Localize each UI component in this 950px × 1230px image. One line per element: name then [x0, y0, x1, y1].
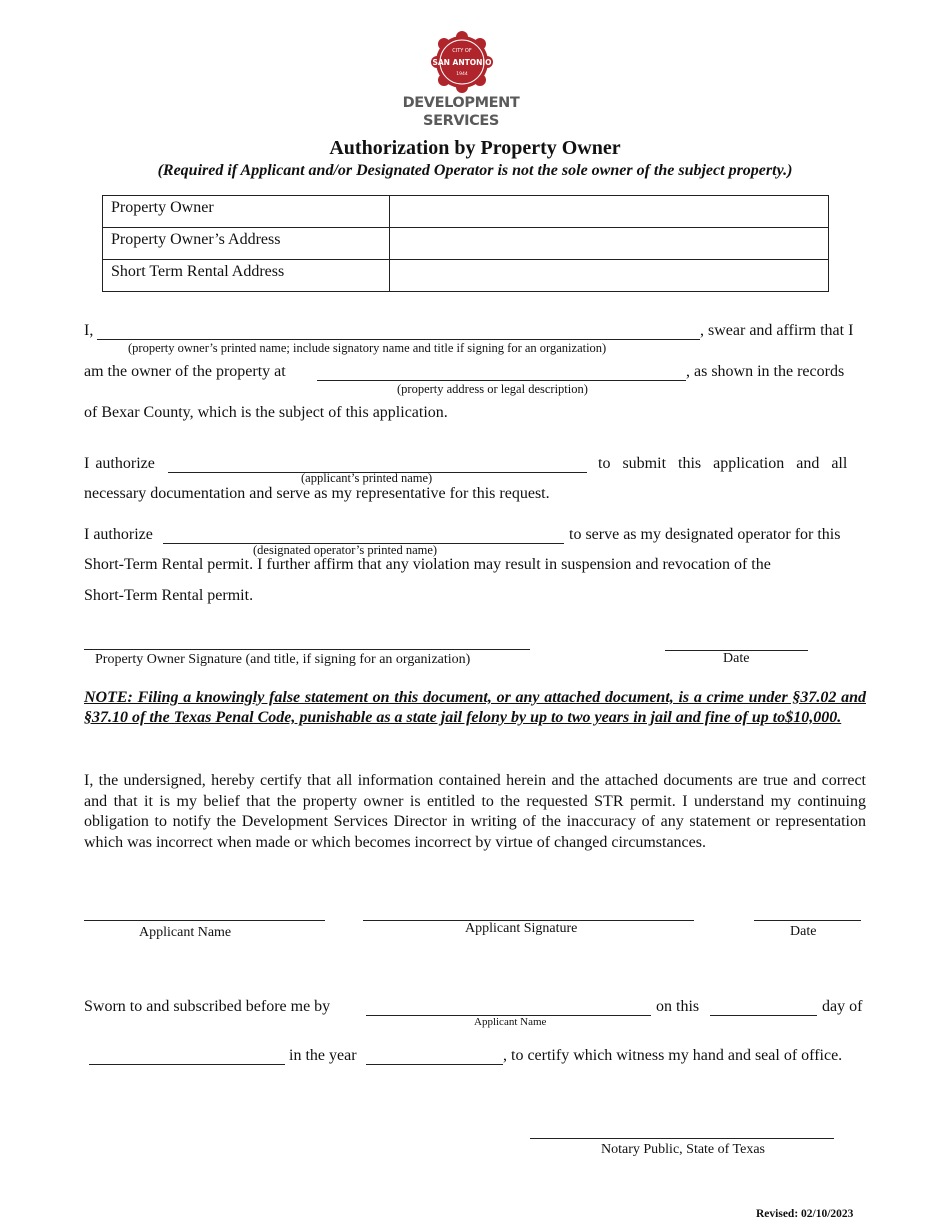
authorize-operator-lead: I authorize	[84, 526, 153, 543]
authorize-applicant-tail: to submit this application and all	[598, 455, 848, 472]
applicant-signature-caption: Applicant Signature	[465, 921, 578, 936]
table-row	[103, 196, 829, 228]
authorize-operator-line3: Short-Term Rental permit.	[84, 587, 254, 604]
dept-name-line1: DEVELOPMENT	[402, 95, 520, 111]
property-owner-field[interactable]	[390, 196, 829, 228]
applicant-name-sign-line[interactable]	[84, 920, 325, 921]
table-row	[103, 228, 829, 260]
notary-certify: , to certify which witness my hand and seal of office.	[503, 1047, 843, 1064]
applicant-date-caption: Date	[790, 924, 817, 939]
authorize-operator-line2: Short-Term Rental permit. I further affirm that any violation may result in suspension and revocation of the	[84, 556, 771, 573]
notary-in-the-year: in the year	[289, 1047, 357, 1064]
property-address-line[interactable]	[317, 380, 686, 381]
owner-date-caption: Date	[723, 651, 750, 666]
notary-day-line[interactable]	[710, 1015, 817, 1016]
property-owner-label: Property Owner	[103, 196, 390, 228]
notary-day-of: day of	[822, 998, 863, 1015]
owner-signature-line[interactable]	[84, 649, 530, 650]
affirm-i: I,	[84, 322, 94, 339]
page-subtitle: (Required if Applicant and/or Designated Operator is not the sole owner of the subject property.)	[157, 162, 793, 179]
seal-bottom-text: 1944	[456, 72, 468, 77]
legal-note: NOTE: Filing a knowingly false statement on this document, or any attached document, is a crime under §37.02 and §37.10 of the Texas Penal Code, punishable as a state jail felony by up to two years in jail and fine of up to$10,000.	[84, 689, 866, 726]
notary-on-this: on this	[656, 998, 700, 1015]
seal-icon	[430, 30, 494, 94]
certify-paragraph: I, the undersigned, hereby certify that all information contained herein and the attached documents are true and correct and that it is my belief that the property owner is entitled to the requested STR permit. I understand my continuing obligation to notify the Development Services Director in writing of the inaccuracy of any statement or representation which was incorrect when made or which becomes incorrect by virtue of changed circumstances.	[84, 772, 866, 851]
applicant-date-line[interactable]	[754, 920, 861, 921]
owner-name-caption: (property owner’s printed name; include signatory name and title if signing for an organization)	[128, 341, 607, 355]
notary-applicant-caption: Applicant Name	[474, 1016, 547, 1028]
property-address-caption: (property address or legal description)	[397, 382, 588, 396]
authorize-applicant-lead: I authorize	[84, 455, 155, 472]
city-seal-logo	[430, 30, 494, 94]
owner-signature-caption: Property Owner Signature (and title, if signing for an organization)	[95, 652, 471, 667]
notary-month-line[interactable]	[89, 1064, 285, 1065]
owner-address-field[interactable]	[390, 228, 829, 260]
notary-sworn: Sworn to and subscribed before me by	[84, 998, 331, 1015]
revised-date: Revised: 02/10/2023	[756, 1208, 854, 1220]
applicant-name-sign-caption: Applicant Name	[139, 925, 232, 940]
affirm-bexar: of Bexar County, which is the subject of this application.	[84, 404, 448, 421]
notary-signature-line[interactable]	[530, 1138, 834, 1139]
authorize-operator-tail: to serve as my designated operator for this	[569, 526, 841, 543]
rental-address-field[interactable]	[390, 260, 829, 292]
rental-address-label: Short Term Rental Address	[103, 260, 390, 292]
operator-name-caption: (designated operator’s printed name)	[253, 543, 438, 557]
table-row	[103, 260, 829, 292]
owner-name-line[interactable]	[97, 339, 700, 340]
seal-main-text: SAN ANTONIO	[432, 58, 492, 67]
notary-public-caption: Notary Public, State of Texas	[601, 1142, 766, 1157]
notary-year-line[interactable]	[366, 1064, 503, 1065]
owner-address-label: Property Owner’s Address	[103, 228, 390, 260]
affirm-owner-at: am the owner of the property at	[84, 363, 286, 380]
affirm-records: , as shown in the records	[686, 363, 845, 380]
applicant-name-caption: (applicant’s printed name)	[301, 471, 433, 485]
affirm-swear: , swear and affirm that I	[700, 322, 854, 339]
seal-top-text: CITY OF	[452, 48, 472, 54]
property-info-table	[102, 195, 829, 292]
page-title: Authorization by Property Owner	[329, 137, 621, 159]
authorize-applicant-line2: necessary documentation and serve as my representative for this request.	[84, 485, 550, 502]
dept-name-line2: SERVICES	[423, 113, 499, 129]
